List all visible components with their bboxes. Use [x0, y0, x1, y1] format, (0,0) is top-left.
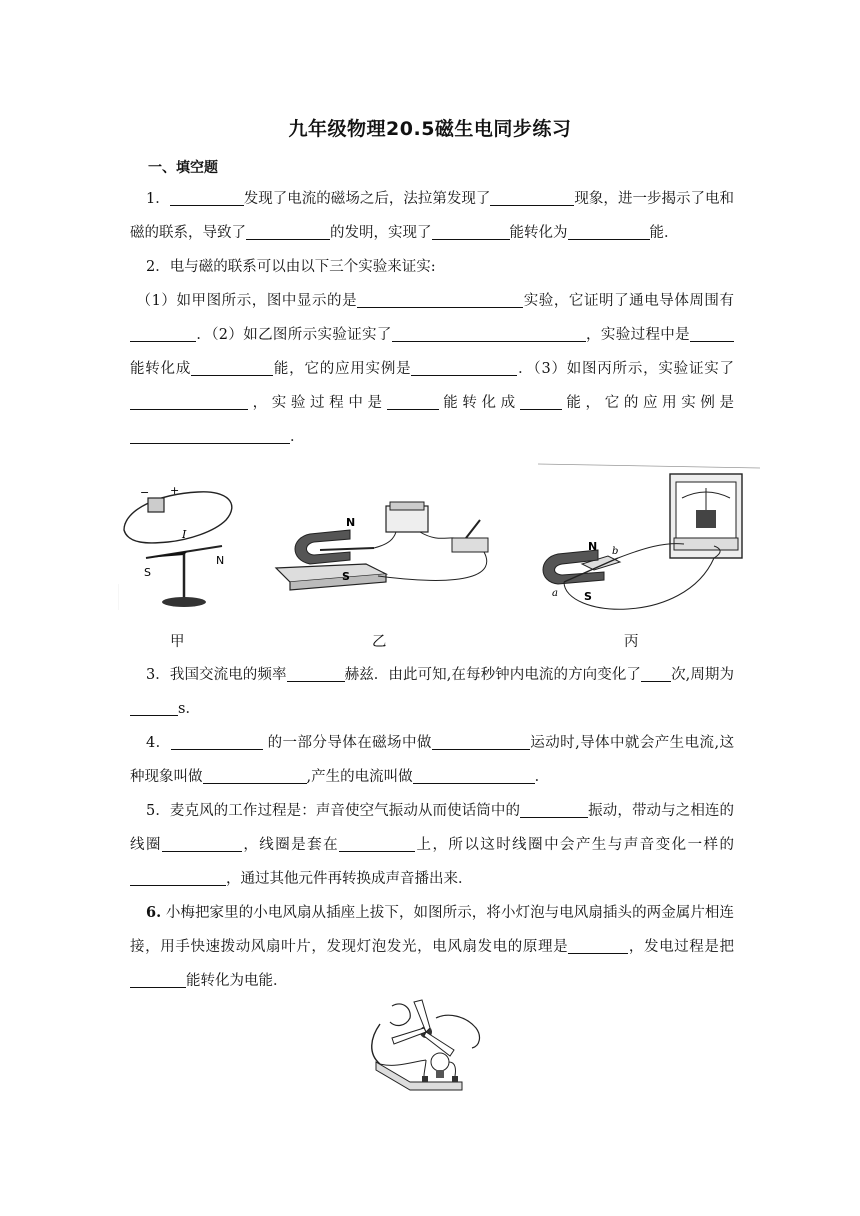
q4-blank-3[interactable]	[203, 766, 307, 784]
q5-text-3: ，线圈是套在	[241, 837, 340, 853]
q3-blank-1[interactable]	[287, 664, 345, 682]
q1-text-5: 能．	[649, 225, 679, 241]
q1-blank-1[interactable]	[170, 188, 244, 206]
q1-text-2: 现象，进一步揭示了电和磁的联系，导致了	[130, 191, 734, 241]
figure-yi-motor	[270, 494, 500, 604]
q5-blank-2[interactable]	[162, 834, 242, 852]
bing-n-label: N	[588, 540, 598, 553]
bing-s-label: S	[584, 590, 592, 603]
q2-blank-7[interactable]	[130, 392, 248, 410]
q5-text-4: 上，所以这时线圈中会产生与声音变化一样的	[415, 837, 735, 853]
q2-text-10: 能，它的应用实例是	[561, 395, 735, 411]
question-5	[130, 794, 734, 896]
caption-jia: 甲	[170, 634, 185, 650]
q4-text-4: ,产生的电流叫做	[306, 769, 413, 785]
question-1	[130, 182, 734, 250]
q2-blank-6[interactable]	[411, 358, 517, 376]
q2-text-3: ．（2）如乙图所示实验证实了	[196, 327, 392, 343]
n-pole-label: N	[216, 554, 225, 567]
q4-text-5: ．	[534, 769, 550, 785]
question-2	[130, 284, 734, 454]
q4-text-2: 的一部分导体在磁场中做	[262, 735, 432, 751]
q4-blank-2[interactable]	[432, 732, 530, 750]
q4-blank-1[interactable]	[171, 732, 263, 750]
q2-intro-text: 2．电与磁的联系可以由以下三个实验来证实:	[146, 259, 436, 275]
s-pole-label: S	[144, 566, 151, 579]
q2-blank-2[interactable]	[130, 324, 196, 342]
q5-blank-1[interactable]	[520, 800, 588, 818]
q5-blank-3[interactable]	[339, 834, 415, 852]
q2-blank-5[interactable]	[191, 358, 273, 376]
q2-text-5: 能转化成	[130, 361, 192, 377]
question-4	[130, 726, 734, 794]
q2-text-9: 能转化成	[438, 395, 520, 411]
q4-text-3: 运动时,导体中就会产生电流,这种现象叫做	[130, 735, 735, 785]
q6-number: 6.	[146, 904, 162, 921]
q2-blank-4[interactable]	[690, 324, 734, 342]
caption-yi: 乙	[372, 634, 387, 650]
q2-text-11: ．	[290, 429, 305, 445]
current-label: I	[182, 528, 187, 541]
q3-text-2: 赫兹．由此可知,在每秒钟内电流的方向变化了	[344, 667, 641, 683]
q2-blank-10[interactable]	[130, 426, 290, 444]
q4-text-1: 4．	[146, 735, 171, 751]
page-title: 九年级物理20.5磁生电同步练习	[288, 118, 572, 140]
q3-blank-3[interactable]	[130, 698, 178, 716]
q2-blank-8[interactable]	[387, 392, 439, 410]
q1-blank-5[interactable]	[568, 222, 650, 240]
q2-text-7: ．（3）如图丙所示，实验证实了	[517, 361, 734, 377]
q2-text-2: 实验，它证明了通电导体周围有	[523, 293, 734, 309]
yi-n-label: N	[346, 516, 356, 529]
b-label: b	[612, 546, 619, 557]
figure-bing-generator	[534, 458, 764, 628]
section-heading: 一、填空题	[148, 160, 218, 176]
yi-s-label: S	[342, 570, 350, 583]
q3-text-4: s．	[178, 701, 200, 717]
q2-text-1: （1）如甲图所示，图中显示的是	[136, 293, 358, 309]
q2-blank-1[interactable]	[357, 290, 523, 308]
q5-blank-4[interactable]	[130, 868, 226, 886]
minus-label: −	[140, 486, 150, 499]
q2-text-6: 能，它的应用实例是	[273, 361, 412, 377]
question-6	[130, 896, 734, 998]
q2-blank-9[interactable]	[520, 392, 562, 410]
q2-text-8: ，实验过程中是	[248, 395, 387, 411]
q1-number: 1．	[146, 191, 170, 207]
figure-jia-oersted	[118, 480, 244, 610]
q1-blank-4[interactable]	[432, 222, 510, 240]
caption-bing: 丙	[624, 634, 639, 650]
q1-blank-2[interactable]	[490, 188, 574, 206]
question-3	[130, 658, 734, 726]
a-label: a	[552, 588, 558, 599]
q2-text-4: ，实验过程中是	[585, 327, 690, 343]
q3-text-3: 次,周期为	[670, 667, 735, 683]
q4-blank-4[interactable]	[413, 766, 535, 784]
figure-fan-generator	[356, 998, 506, 1096]
q2-blank-3[interactable]	[392, 324, 586, 342]
q5-text-1: 5．麦克风的工作过程是：声音使空气振动从而使话筒中的	[146, 803, 521, 819]
q6-text-3: 能转化为电能．	[186, 973, 288, 989]
question-2-intro	[130, 250, 734, 284]
q5-text-2: 振动，带动与之相连的线圈	[130, 803, 735, 853]
q6-text-1: 小梅把家里的小电风扇从插座上拔下，如图所示，将小灯泡与电风扇插头的两金属片相连接，用手快速拨动风扇叶片，发现灯泡发光，电风扇发电的原理是	[130, 905, 734, 955]
q1-text-3: 的发明，实现了	[330, 225, 432, 241]
q1-text-1: 发现了电流的磁场之后，法拉第发现了	[243, 191, 491, 207]
plus-label: +	[170, 484, 180, 497]
q3-text-1: 3．我国交流电的频率	[146, 667, 287, 683]
q6-blank-1[interactable]	[568, 936, 628, 954]
q6-text-2: ，发电过程是把	[628, 939, 735, 955]
q3-blank-2[interactable]	[641, 664, 671, 682]
q5-text-5: ，通过其他元件再转换成声音播出来．	[226, 871, 473, 887]
q6-blank-2[interactable]	[130, 970, 186, 988]
q1-blank-3[interactable]	[246, 222, 330, 240]
q1-text-4: 能转化为	[509, 225, 568, 241]
